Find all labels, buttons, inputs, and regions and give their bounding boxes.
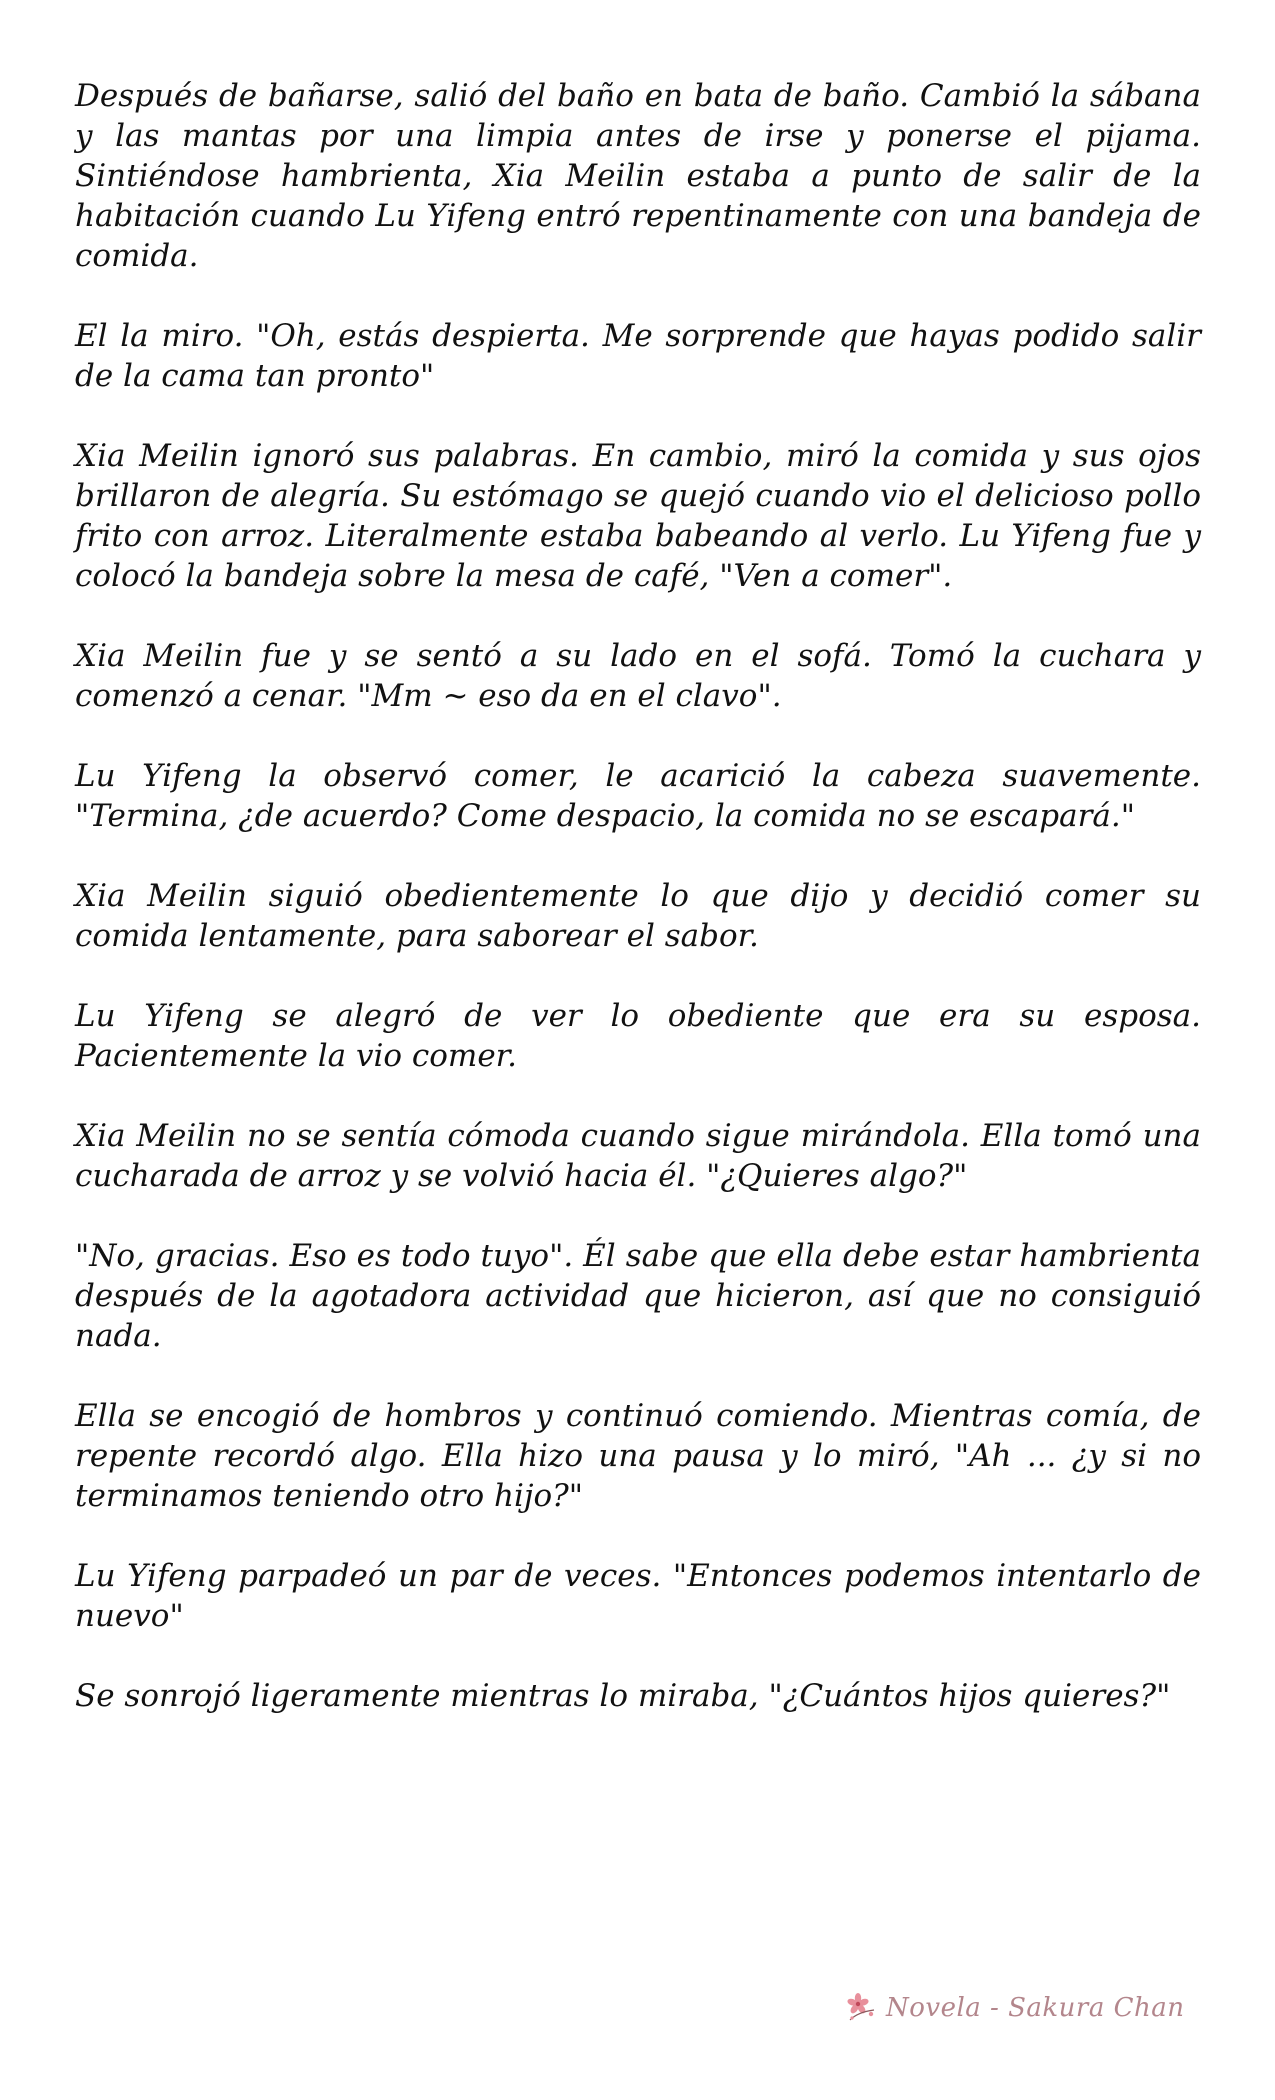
paragraph-8: Xia Meilin no se sentía cómoda cuando sigue mirándola. Ella tomó una cucharada de arroz y se volvió hacia él. "¿Quieres algo?"	[75, 1118, 1201, 1194]
watermark-text: Novela - Sakura Chan	[886, 1993, 1185, 2023]
sakura-flower-icon	[844, 1992, 878, 2024]
paragraph-5: Lu Yifeng la observó comer, le acarició la cabeza suavemente. "Termina, ¿de acuerdo? Come despacio, la comida no se escapará."	[75, 758, 1201, 834]
paragraph-3: Xia Meilin ignoró sus palabras. En cambio, miró la comida y sus ojos brillaron de alegría. Su estómago se quejó cuando vio el delicioso pollo frito con arroz. Literalmente estaba babeando al verlo. Lu Yifeng fue y colocó la bandeja sobre la mesa de café, "Ven a comer".	[75, 438, 1201, 594]
paragraph-11: Lu Yifeng parpadeó un par de veces. "Entonces podemos intentarlo de nuevo"	[75, 1558, 1201, 1634]
paragraph-7: Lu Yifeng se alegró de ver lo obediente que era su esposa. Pacientemente la vio comer.	[75, 998, 1201, 1074]
watermark	[844, 1988, 1185, 2028]
paragraph-4: Xia Meilin fue y se sentó a su lado en el sofá. Tomó la cuchara y comenzó a cenar. "Mm ~ eso da en el clavo".	[75, 638, 1201, 714]
paragraph-9: "No, gracias. Eso es todo tuyo". Él sabe que ella debe estar hambrienta después de la agotadora actividad que hicieron, así que no consiguió nada.	[75, 1238, 1201, 1354]
paragraph-2: El la miro. "Oh, estás despierta. Me sorprende que hayas podido salir de la cama tan pronto"	[75, 318, 1201, 394]
paragraph-6: Xia Meilin siguió obedientemente lo que dijo y decidió comer su comida lentamente, para saborear el sabor.	[75, 878, 1201, 954]
paragraph-10: Ella se encogió de hombros y continuó comiendo. Mientras comía, de repente recordó algo. Ella hizo una pausa y lo miró, "Ah ... ¿y si no terminamos teniendo otro hijo?"	[75, 1398, 1201, 1514]
paragraph-12: Se sonrojó ligeramente mientras lo miraba, "¿Cuántos hijos quieres?"	[75, 1678, 1171, 1714]
paragraph-1: Después de bañarse, salió del baño en bata de baño. Cambió la sábana y las mantas por una limpia antes de irse y ponerse el pijama. Sintiéndose hambrienta, Xia Meilin estaba a punto de salir de la habitación cuando Lu Yifeng entró repentinamente con una bandeja de comida.	[75, 78, 1201, 274]
